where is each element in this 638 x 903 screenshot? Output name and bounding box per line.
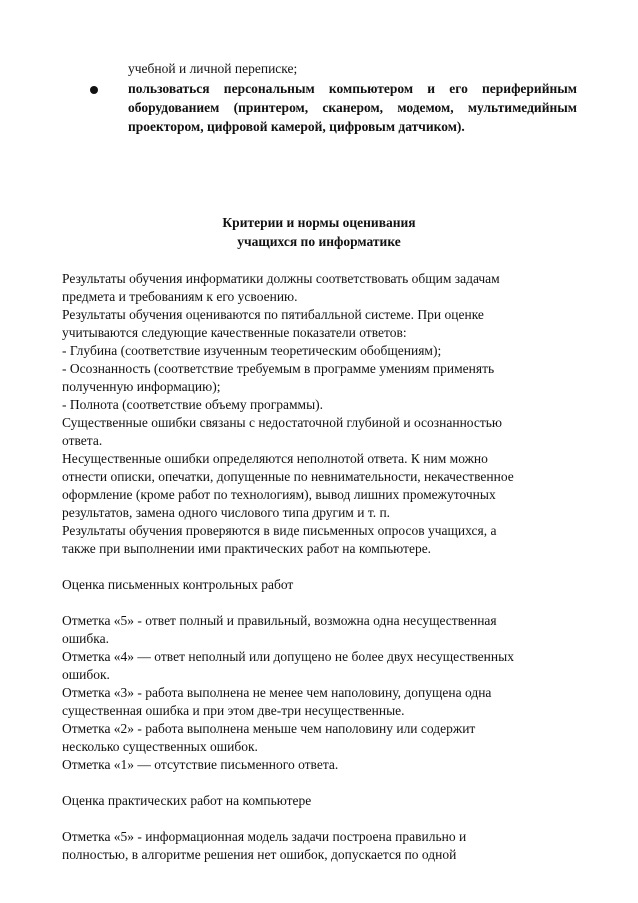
- text-line: отнести описки, опечатки, допущенные по невнимательности, некачественное: [62, 469, 514, 484]
- text-line: также при выполнении ими практических работ на компьютере.: [62, 541, 432, 556]
- section-title: Оценка письменных контрольных работ: [62, 577, 294, 592]
- text-line: - Глубина (соответствие изученным теоретическим обобщениям);: [62, 343, 442, 358]
- text-line: учитываются следующие качественные показатели ответов:: [62, 325, 407, 340]
- text-line: Существенные ошибки связаны с недостаточной глубиной и осознанностью: [62, 415, 503, 430]
- text-line: - Осознанность (соответствие требуемым в программе умениям применять: [62, 361, 495, 376]
- text-line: результатов, замена одного числового типа другим и т. п.: [62, 505, 391, 520]
- text-line: - Полнота (соответствие объему программы).: [62, 397, 324, 412]
- text-line: Отметка «4» — ответ неполный или допущено не более двух несущественных: [62, 649, 514, 664]
- text-line: ошибок.: [62, 667, 110, 682]
- text-line: Отметка «5» - информационная модель задачи построена правильно и: [62, 829, 467, 844]
- heading-line-2: учащихся по информатике: [237, 234, 401, 249]
- text-line: предмета и требованиям к его усвоению.: [62, 289, 298, 304]
- text-line: ответа.: [62, 433, 103, 448]
- list-continuation: учебной и личной переписке;: [128, 61, 298, 76]
- text-line: Отметка «3» - работа выполнена не менее чем наполовину, допущена одна: [62, 685, 492, 700]
- text-line: Отметка «5» - ответ полный и правильный, возможна одна несущественная: [62, 613, 497, 628]
- text-line: оформление (кроме работ по технологиям), вывод лишних промежуточных: [62, 487, 496, 502]
- bullet-item: пользоваться персональным компьютером и его периферийным оборудованием (принтером, сканером, модемом, мультимедийным проектором, цифровой камерой, цифровым датчиком).: [128, 81, 577, 134]
- text-line: Несущественные ошибки определяются неполнотой ответа. К ним можно: [62, 451, 488, 466]
- text-line: Результаты обучения проверяются в виде письменных опросов учащихся, а: [62, 523, 497, 538]
- text-line: Отметка «1» — отсутствие письменного ответа.: [62, 757, 339, 772]
- bullet-icon: [90, 86, 98, 94]
- text-line: Отметка «2» - работа выполнена меньше чем наполовину или содержит: [62, 721, 476, 736]
- section-title: Оценка практических работ на компьютере: [62, 793, 312, 808]
- text-line: полностью, в алгоритме решения нет ошибок, допускается по одной: [62, 847, 457, 862]
- text-line: ошибка.: [62, 631, 109, 646]
- text-line: существенная ошибка и при этом две-три несущественные.: [62, 703, 405, 718]
- heading-line-1: Критерии и нормы оценивания: [222, 215, 416, 230]
- text-line: Результаты обучения информатики должны соответствовать общим задачам: [62, 271, 500, 286]
- text-line: полученную информацию);: [62, 379, 221, 394]
- text-line: Результаты обучения оцениваются по пятибалльной системе. При оценке: [62, 307, 484, 322]
- text-line: несколько существенных ошибок.: [62, 739, 258, 754]
